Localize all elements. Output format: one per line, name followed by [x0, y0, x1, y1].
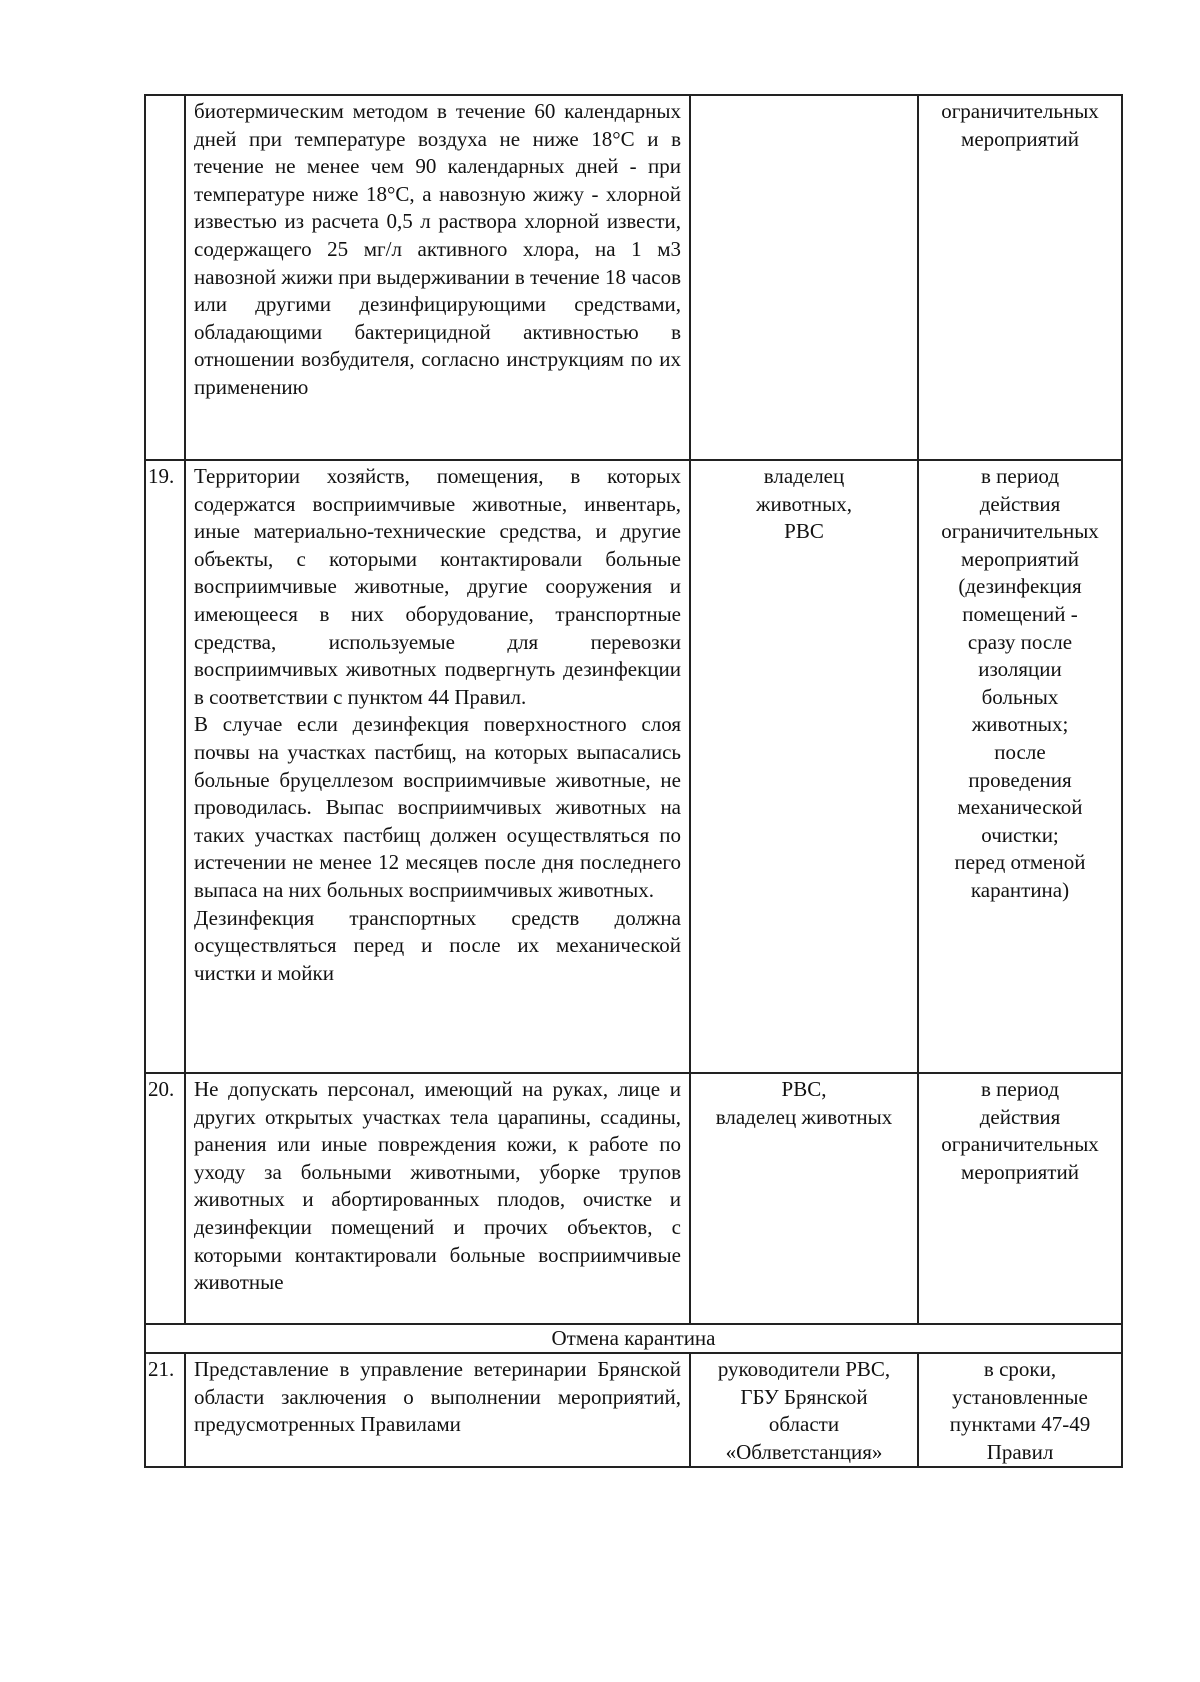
responsible-line: ГБУ Брянской [740, 1384, 868, 1409]
term-line: в период [980, 464, 1060, 488]
responsible-cell [690, 1353, 918, 1467]
table-row [145, 1073, 1122, 1324]
measure-paragraph: Не допускать персонал, имеющий на руках, лице и других открытых участках тела царапины, ссадины, ранения или иные повреждения кожи, к работе по уходу за больными животными, уборке трупов животных и абортированных плодов, очистке и дезинфекции помещений и прочих объектов, с которыми контактировали больные восприимчивые животные [194, 1077, 681, 1295]
term-line: действия [979, 491, 1061, 516]
term-line: ограничительных [941, 1132, 1099, 1157]
measure-text [185, 1073, 690, 1324]
responsible-cell [690, 95, 918, 460]
term-line: помещений - [962, 601, 1078, 626]
term-line: Правил [986, 1439, 1054, 1464]
term-line: карантина) [970, 877, 1070, 902]
row-number: 21. [145, 1353, 185, 1467]
responsible-line: владелец [763, 464, 845, 488]
section-title: Отмена карантина [145, 1324, 1122, 1353]
measure-text [185, 1353, 690, 1467]
term-line: действия [979, 1104, 1061, 1129]
term-line: механической [957, 795, 1083, 820]
term-line: ограничительных [941, 99, 1099, 123]
term-line: установленные [952, 1384, 1088, 1409]
row-number: 19. [145, 460, 185, 1073]
row-number: 20. [145, 1073, 185, 1324]
table-row [145, 460, 1122, 1073]
measure-paragraph: В случае если дезинфекция поверхностного слоя почвы на участках пастбищ, на которых выпасались больные бруцеллезом восприимчивые животные, не проводилась. Выпас восприимчивых животных на таких участках пастбищ должен осуществляться по истечении не менее 12 месяцев после дня последнего выпаса на них больных восприимчивых животных. [194, 712, 681, 902]
term-line: больных [981, 684, 1059, 709]
measure-text [185, 460, 690, 1073]
measure-paragraph: биотермическим методом в течение 60 календарных дней при температуре воздуха не ниже 18°С и в течение не менее чем 90 календарных дней - при температуре ниже 18°С, а навозную жижу - хлорной известью из расчета 0,5 л раствора хлорной извести, содержащего 25 мг/л активного хлора, на 1 м3 навозной жижи при выдерживании в течение 18 часов или другими дезинфицирующими средствами, обладающими бактерицидной активностью в отношении возбудителя, согласно инструкциям по их применению [194, 99, 681, 399]
term-line: изоляции [978, 657, 1062, 682]
term-line: мероприятий [961, 1159, 1079, 1184]
term-cell [918, 460, 1122, 1073]
table-row [145, 95, 1122, 460]
section-row [145, 1324, 1122, 1353]
responsible-cell [690, 1073, 918, 1324]
term-cell [918, 1073, 1122, 1324]
term-line: сразу после [967, 629, 1073, 654]
term-line: в сроки, [983, 1357, 1057, 1381]
term-line: в период [980, 1077, 1060, 1101]
table-row [145, 1353, 1122, 1467]
term-line: проведения [968, 767, 1072, 792]
term-line: после [994, 739, 1046, 764]
responsible-line: РВС [784, 519, 824, 544]
measure-paragraph: Представление в управление ветеринарии Брянской области заключения о выполнении мероприятий, предусмотренных Правилами [194, 1357, 681, 1437]
responsible-line: области [768, 1412, 840, 1437]
term-line: животных; [971, 712, 1069, 737]
term-line: пунктами 47-49 [949, 1412, 1091, 1437]
term-line: ограничительных [941, 519, 1099, 544]
responsible-line: владелец животных [715, 1104, 893, 1129]
term-cell [918, 1353, 1122, 1467]
measure-text [185, 95, 690, 460]
responsible-line: руководители РВС, [717, 1357, 891, 1381]
term-line: очистки; [981, 822, 1059, 847]
term-line: перед отменой [954, 850, 1086, 875]
term-cell [918, 95, 1122, 460]
measure-paragraph: Территории хозяйств, помещения, в которых содержатся восприимчивые животные, инвентарь, иные материально-технические средства, и другие объекты, с которыми контактировали больные восприимчивые животные, другие сооружения и имеющееся в них оборудование, транспортные средства, используемые для перевозки восприимчивых животных подвергнуть дезинфекции в соответствии с пунктом 44 Правил. [194, 464, 681, 709]
responsible-cell [690, 460, 918, 1073]
term-line: (дезинфекция [958, 574, 1082, 599]
responsible-line: РВС, [781, 1077, 827, 1101]
responsible-line: «Облветстанция» [725, 1439, 883, 1464]
responsible-line: животных, [755, 491, 853, 516]
term-line: мероприятий [961, 126, 1079, 151]
row-number [145, 95, 185, 460]
term-line: мероприятий [961, 546, 1079, 571]
measures-table [144, 94, 1123, 1468]
measure-paragraph: Дезинфекция транспортных средств должна осуществляться перед и после их механической чистки и мойки [194, 905, 681, 985]
